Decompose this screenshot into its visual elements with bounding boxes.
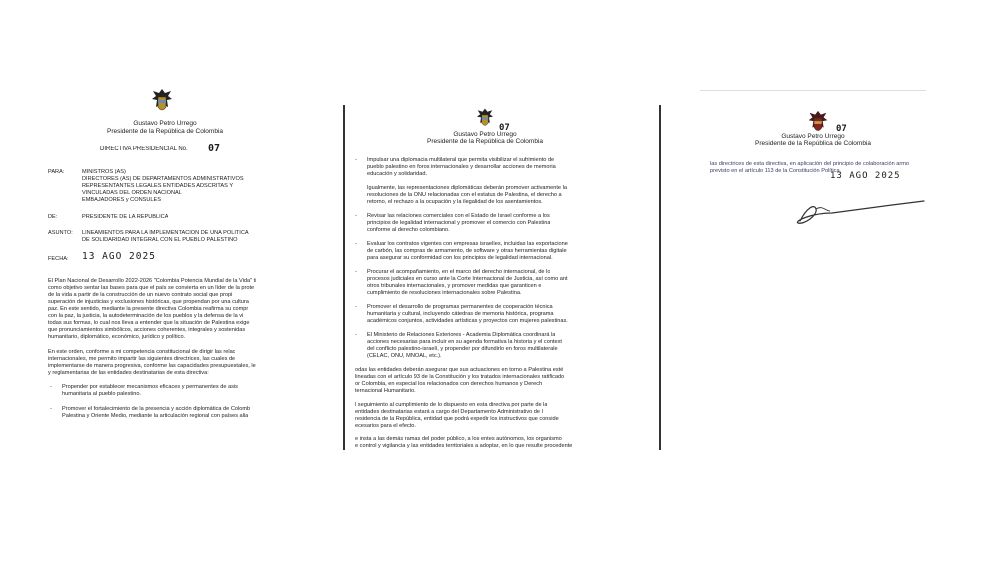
bullet-line: humanitaria al pueblo palestino. [62, 391, 141, 397]
signer-title: Presidente de la República de Colombia [427, 138, 543, 145]
colombia-coat-of-arms-icon [475, 107, 495, 131]
para-line: DIRECTORES (AS) DE DEPARTAMENTOS ADMINISTRATIVOS [82, 176, 244, 182]
de-label: DE: [48, 214, 58, 220]
date-stamp: 13 AGO 2025 [82, 251, 156, 262]
item-line: Evaluar los contratos vigentes con empresas israelíes, incluidas las exportacione [367, 241, 568, 247]
body-line: El Plan Nacional de Desarrollo 2022-2026 "Colombia Potencia Mundial de la Vida" ti [48, 278, 257, 284]
body-line: paz. En este sentido, mediante la presente directiva Colombia reafirma su compr [48, 306, 249, 312]
item-line: Igualmente, las representaciones diplomáticas deberán promover activamente la [367, 185, 567, 191]
body-line: ternacional Humanitario. [355, 388, 416, 394]
para-line: VINCULADAS DEL ORDEN NACIONAL [82, 190, 182, 196]
item-line: acciones necesarias para incluir en su agenda formativa la historia y el context [367, 339, 562, 345]
item-line: Impulsar una diplomacia multilateral que permita visibilizar el sufrimiento de [367, 157, 555, 163]
signer-title: Presidente de la República de Colombia [107, 128, 223, 135]
body-line: e insta a las demás ramas del poder público, a los entes autónomos, los organismo [355, 436, 562, 442]
signer-name: Gustavo Petro Urrego [781, 133, 845, 140]
body-line: residencia de la República, entidad que podrá expedir los instructivos que conside [355, 416, 559, 422]
para-line: REPRESENTANTES LEGALES ENTIDADES ADSCRITAS Y [82, 183, 234, 189]
item-line: humanitaria y cultural, incluyendo cátedras de memoria histórica, programa [367, 311, 554, 317]
item-line: pueblo palestino en foros internacionales y desarrollar acciones de memoria [367, 164, 556, 170]
item-line: conforme al derecho colombiano. [367, 227, 450, 233]
item-line: Procurar el acompañamiento, en el marco del derecho internacional, de lo [367, 269, 551, 275]
bullet-marker: - [355, 157, 357, 163]
body-line: todas sus formas, lo cual nos lleva a entender que la situación de Palestina exige [48, 320, 250, 326]
bullet-line: Promover el fortalecimiento de la presencia y acción diplomática de Colomb [62, 406, 251, 412]
body-line: En este orden, conforme a mi competencia constitucional de dirigir las relac [48, 349, 236, 355]
body-line: y reglamentarias de las entidades destinatarias de esta directiva: [48, 370, 209, 376]
bullet-marker: - [355, 332, 357, 338]
item-line: de carbón, las compras de armamento, de software y otras herramientas digitale [367, 248, 567, 254]
para-label: PARA: [48, 169, 65, 175]
date-stamp: 13 AGO 2025 [830, 171, 901, 181]
directive-number: 07 [208, 143, 221, 154]
body-line: humanitario, diplomático, económico, jurídico y político. [48, 334, 186, 340]
item-line: Revisar las relaciones comerciales con el Estado de Israel conforme a los [367, 213, 550, 219]
asunto-line: DE SOLIDARIDAD INTEGRAL CON EL PUEBLO PALESTINO [82, 237, 238, 243]
body-line: que pronunciamientos simbólicos, acciones coherentes, integrales y sostenidas [48, 327, 246, 333]
document-page-3 [700, 90, 926, 471]
asunto-line: LINEAMIENTOS PARA LA IMPLEMENTACIÓN DE UNA POLÍTICA [82, 230, 249, 236]
bullet-line: Propender por establecer mecanismos eficaces y permanentes de asis [62, 384, 238, 390]
body-line: con la paz, la justicia, la autodeterminación de los pueblos y la defensa de la vi [48, 313, 244, 319]
body-line: ecesarios para el efecto. [355, 423, 416, 429]
body-line: internacionales, me permito impartir las siguientes directrices, las cuales de [48, 356, 236, 362]
bullet-marker: - [355, 213, 357, 219]
item-line: El Ministerio de Relaciones Exteriores - Academia Diplomática coordinará la [367, 332, 556, 338]
body-line: como objetivo sentar las bases para que el país se convierta en un líder de la prote [48, 285, 255, 291]
body-line: de la vida a partir de la construcción de un nuevo contrato social que propi [48, 292, 233, 298]
bullet-marker: - [50, 406, 52, 412]
bullet-marker: - [355, 304, 357, 310]
item-line: otros tribunales internacionales, y promover medidas que garanticen e [367, 283, 542, 289]
item-line: principios de legalidad internacional y promover el comercio con Palestina [367, 220, 551, 226]
directive-label: DIRECTIVA PRESIDENCIAL No. [100, 146, 188, 152]
item-line: resoluciones de la ONU relacionadas con el estatus de Palestina, el derecho a [367, 192, 562, 198]
document-page-2 [343, 105, 661, 450]
body-line: e control y vigilancia y las entidades territoriales a adoptar, en lo que resulte procedente [355, 443, 573, 449]
signer-name: Gustavo Petro Urrego [133, 120, 197, 127]
para-line: EMBAJADORES y CÓNSULES [82, 197, 161, 203]
bullet-marker: - [355, 241, 357, 247]
item-line: del conflicto palestino-israelí, y propender por difundirlo en foros multilaterale [367, 346, 558, 352]
body-line: entidades destinatarias estará a cargo del Departamento Administrativo de l [355, 409, 543, 415]
item-line: para asegurar su conformidad con los principios de legalidad internacional. [367, 255, 553, 261]
body-line: superación de injusticias y exclusiones históricas, que propendan por una cultura [48, 299, 249, 305]
asunto-label: ASUNTO: [48, 230, 73, 236]
bullet-line: Palestina y Oriente Medio, mediante la articulación regional con países alia [62, 413, 249, 419]
body-line: or Colombia, en especial los relacionados con derechos humanos y Derech [355, 381, 543, 387]
fecha-label: FECHA: [48, 256, 69, 262]
signer-title: Presidente de la República de Colombia [755, 140, 871, 147]
document-page-1 [10, 65, 290, 475]
item-line: (CELAC, ONU, MNOAL, etc.). [367, 353, 442, 359]
para-line: MINISTROS (AS) [82, 169, 126, 175]
item-line: procesos judiciales en curso ante la Corte Internacional de Justicia, así como ant [367, 276, 568, 282]
directive-number: 07 [499, 123, 510, 133]
body-line: l seguimiento al cumplimiento de lo dispuesto en esta directiva por parte de la [355, 402, 548, 408]
item-line: académicos conjuntos, actividades artísticas y proyectos con mujeres palestinas. [367, 318, 568, 324]
closing-line: las directrices de esta directiva, en aplicación del principio de colaboración armo [710, 161, 909, 167]
item-line: cumplimiento de resoluciones internacionales sobre Palestina. [367, 290, 522, 296]
bullet-marker: - [50, 384, 52, 390]
item-line: educación y solidaridad. [367, 171, 428, 177]
bullet-marker: - [355, 269, 357, 275]
de-value: PRESIDENTE DE LA REPÚBLICA [82, 214, 169, 220]
body-line: lineadas con el artículo 93 de la Constitución y los tratados internacionales ratificado [355, 374, 565, 380]
item-line: Promover el desarrollo de programas permanentes de cooperación técnica [367, 304, 553, 310]
colombia-coat-of-arms-icon [150, 87, 174, 117]
item-line: retorno, el rechazo a la ocupación y la ilegalidad de los asentamientos. [367, 199, 543, 205]
body-line: implementarse de manera progresiva, conforme las capacidades presupuestales, le [48, 363, 256, 369]
handwritten-signature [792, 191, 926, 231]
closing-line: previsto en el artículo 113 de la Constitución Política. [710, 168, 842, 174]
directive-number: 07 [836, 124, 847, 134]
signer-name: Gustavo Petro Urrego [453, 131, 517, 138]
body-line: odas las entidades deberán asegurar que sus actuaciones en torno a Palestina esté [355, 367, 564, 373]
